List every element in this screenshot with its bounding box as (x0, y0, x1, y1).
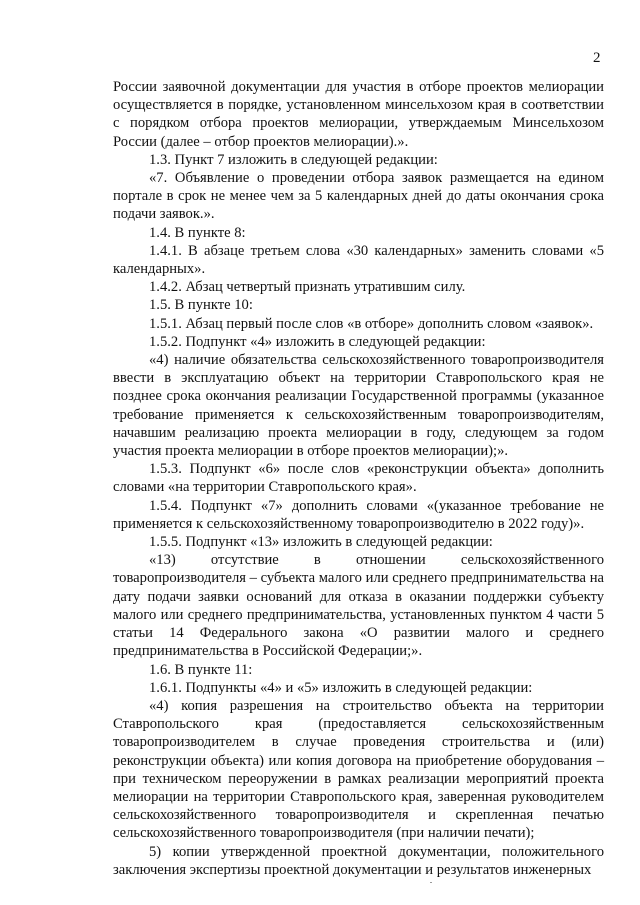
paragraph-item-1-5-1: 1.5.1. Абзац первый после слов «в отборе» дополнить словом «заявок». (149, 315, 594, 332)
paragraph-item-1-4: 1.4. В пункте 8: (149, 224, 246, 241)
paragraph-item-1-6: 1.6. В пункте 11: (149, 661, 253, 678)
paragraph-item-1-5-3: 1.5.3. Подпункт «6» после слов «реконструкции объекта» дополнить словами «на территории Ставропольского края». (113, 461, 604, 496)
paragraph-subpoint-5-documentation: 5) копии утвержденной проектной документации, положительного заключения экспертизы проектной документации и результатов инженерных (113, 843, 604, 878)
paragraph-quote-subpoint-13: «13) отсутствие в отношении сельскохозяйственного товаропроизводителя – субъекта малого или среднего предпринимательства на дату подачи заявки оснований для отказа в оказании поддержки субъекту малого или среднего предпринимательства, установленных пунктом 4 части 5 статьи 14 Федерального закона «О развитии малого и среднего предпринимательства в Российской Федерации;». (113, 552, 604, 660)
paragraph-item-1-5-4: 1.5.4. Подпункт «7» дополнить словами «(указанное требование не применяется к сельскохозяйственному товаропроизводителю в 2022 году)». (113, 497, 604, 532)
paragraph-continuation: России заявочной документации для участия в отборе проектов мелиорации осуществляется в порядке, установленном минсельхозом края в соответствии с порядком отбора проектов мелиорации, утверждаемым Минсельхозом России (далее – отбор проектов мелиорации).». (113, 79, 604, 150)
paragraph-quote-subpoint-4-permit: «4) копия разрешения на строительство объекта на территории Ставропольского края (предоставляется сельскохозяйственным товаропроизводителем в случае проведения строительства и (или) реконструкции объекта) или копия договора на приобретение оборудования – при техническом переоружении в рамках реализации мероприятий проекта мелиорации на территории Ставропольского края, заверенная руководителем сельскохозяйственного товаропроизводителя и скрепленная печатью сельскохозяйственного товаропроизводителя (при наличии печати); (113, 697, 604, 842)
paragraph-item-1-5-2: 1.5.2. Подпункт «4» изложить в следующей редакции: (149, 333, 486, 350)
paragraph-item-1-5-5: 1.5.5. Подпункт «13» изложить в следующей редакции: (149, 534, 493, 551)
paragraph-item-1-5: 1.5. В пункте 10: (149, 297, 253, 314)
page-number: 2 (593, 50, 601, 66)
document-body (113, 78, 604, 879)
paragraph-quote-point-7: «7. Объявление о проведении отбора заявок размещается на едином портале в срок не менее чем за 5 календарных дней до даты окончания срока подачи заявок.». (113, 170, 604, 223)
paragraph-item-1-6-1: 1.6.1. Подпункты «4» и «5» изложить в следующей редакции: (149, 679, 533, 696)
paragraph-quote-subpoint-4: «4) наличие обязательства сельскохозяйственного товаропроизводителя ввести в эксплуатацию объект на территории Ставропольского края не позднее срока окончания реализации Государственной программы (указанное требование применяется к сельскохозяйственным товаропроизводителям, начавшим реализацию проекта мелиорации в году, следующем за годом участия проекта мелиорации в отборе проектов мелиорации);». (113, 352, 604, 460)
scan-speck (430, 882, 432, 883)
paragraph-item-1-4-1: 1.4.1. В абзаце третьем слова «30 календарных» заменить словами «5 календарных». (113, 242, 604, 278)
paragraph-item-1-4-2: 1.4.2. Абзац четвертый признать утратившим силу. (149, 279, 466, 296)
paragraph-item-1-3: 1.3. Пункт 7 изложить в следующей редакции: (149, 151, 438, 168)
